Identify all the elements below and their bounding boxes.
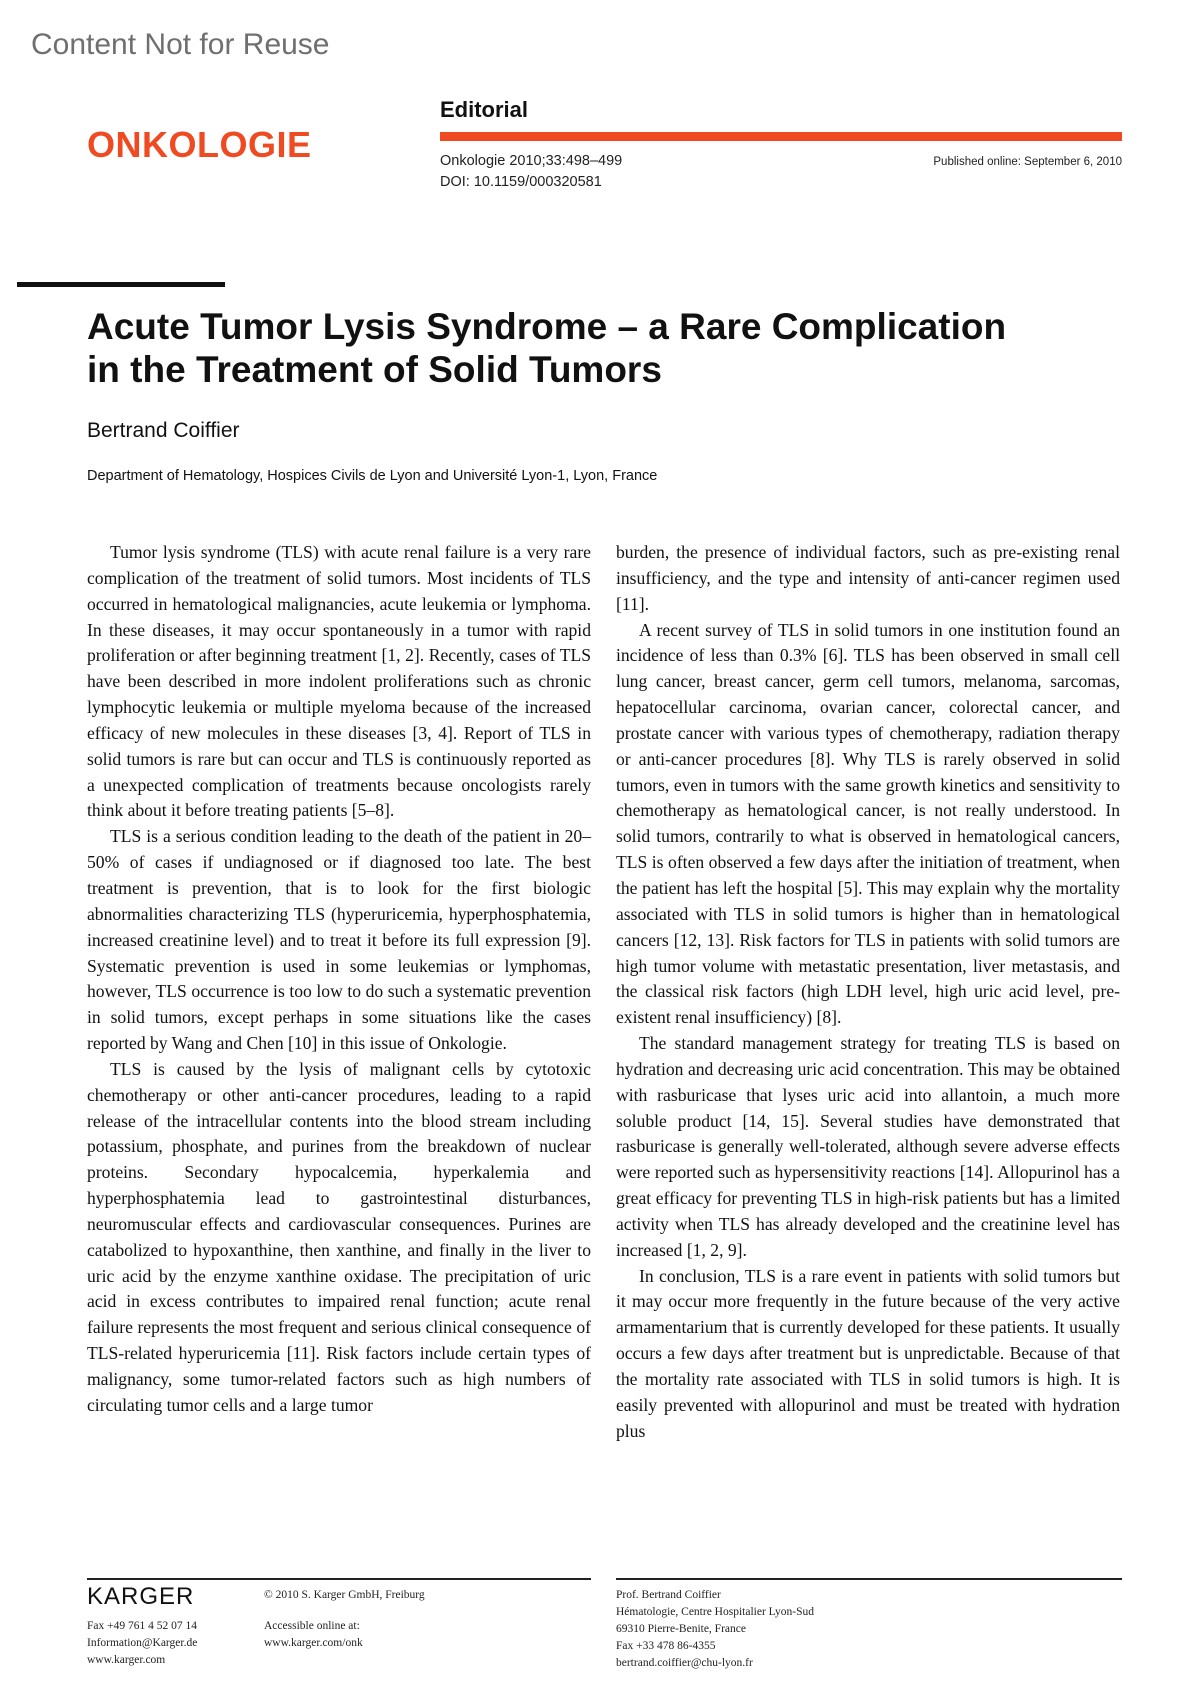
copyright-notice: © 2010 S. Karger GmbH, Freiburg [264,1589,425,1601]
correspondence-email: bertrand.coiffier@chu-lyon.fr [616,1657,753,1669]
author-affiliation: Department of Hematology, Hospices Civils de Lyon and Université Lyon-1, Lyon, France [87,468,658,484]
correspondence-name: Prof. Bertrand Coiffier [616,1589,721,1601]
section-label: Editorial [440,97,529,122]
journal-logo: ONKOLOGIE [87,124,312,165]
body-paragraph: burden, the presence of individual factors, such as pre-existing renal insufficiency, and the type and intensity of anti-cancer regimen used [11]. [616,542,1120,614]
body-paragraph: In conclusion, TLS is a rare event in patients with solid tumors but it may occur more frequently in the future because of the very active armamentarium that is currently developed for these patients. It usually occurs a few days after treatment but is unpredictable. Because of that the mortality rate associated with TLS in solid tumors is high. It is easily prevented with allopurinol and must be treated with hydration plus [616,1265,1120,1441]
publisher-fax: Fax +49 761 4 52 07 14 [87,1620,197,1632]
watermark-text: Content Not for Reuse [31,28,330,61]
body-paragraph: The standard management strategy for treating TLS is based on hydration and decreasing uric acid concentration. This may be obtained with rasburicase that lyses uric acid into allantoin, a much more soluble product [14, 15]. Several studies have demonstrated that rasburicase is generally well-tolerated, although severe adverse effects were reported such as hypersensitivity reactions [14]. Allopurinol has a great efficacy for preventing TLS in high-risk patients but has a limited activity when TLS has already developed and the creatinine level has increased [1, 2, 9]. [616,1033,1120,1260]
correspondence-city: 69310 Pierre-Benite, France [616,1623,746,1635]
title-accent-bar [17,282,225,287]
body-paragraph: TLS is a serious condition leading to the death of the patient in 20–50% of cases if undiagnosed or if diagnosed too late. The best treatment is prevention, that is to look for the first biologic abnormalities characterizing TLS (hyperuricemia, hyperphosphatemia, increased creatinine level) and to treat it before its full expression [9]. Systematic prevention is used in some leukemias or lymphomas, however, TLS occurrence is too low to do such a systematic prevention in solid tumors, except perhaps in some situations like the cases reported by Wang and Chen [10] in this issue of Onkologie. [87,826,591,1054]
correspondence-address [616,1587,814,1672]
publisher-website: www.karger.com [87,1654,166,1666]
footer-rule-left [87,1578,591,1580]
correspondence-fax: Fax +33 478 86-4355 [616,1640,716,1652]
published-online-date: Published online: September 6, 2010 [933,156,1122,168]
title-line-2: in the Treatment of Solid Tumors [87,349,662,390]
doi: DOI: 10.1159/000320581 [440,174,602,190]
online-access-url: www.karger.com/onk [264,1637,363,1649]
author-name: Bertrand Coiffier [87,419,240,442]
publisher-contact [87,1618,197,1669]
title-line-1: Acute Tumor Lysis Syndrome – a Rare Complication [87,306,1007,347]
article-title [87,305,1127,391]
body-paragraph: Tumor lysis syndrome (TLS) with acute renal failure is a very rare complication of the treatment of solid tumors. Most incidents of TLS occurred in hematological malignancies, acute leukemia or lymphoma. In these diseases, it may occur spontaneously in a tumor with rapid proliferation or after beginning treatment [1, 2]. Recently, cases of TLS have been described in more indolent proliferations such as chronic lymphocytic leukemia or multiple myeloma because of the increased efficacy of new molecules in these diseases [3, 4]. Report of TLS in solid tumors is rare but can occur and TLS is continuously reported as a unexpected complication of treatments because oncologists rarely think about it before treating patients [5–8]. [87,542,591,821]
body-column-left [87,540,591,1419]
body-paragraph: A recent survey of TLS in solid tumors in one institution found an incidence of less than 0.3% [6]. TLS has been observed in small cell lung cancer, breast cancer, germ cell tumors, melanoma, sarcomas, hepatocellular carcinoma, ovarian cancer, colorectal cancer, and prostate cancer with various types of chemotherapy, radiation therapy or anti-cancer procedures [8]. Why TLS is rarely observed in solid tumors, even in tumors with the same growth kinetics and sensitivity to chemotherapy as hematological cancer, is not really understood. In solid tumors, contrarily to what is observed in hematological cancers, TLS is often observed a few days after the initiation of treatment, when the patient has left the hospital [5]. This may explain why the mortality associated with TLS in solid tumors is higher than in hematological cancers [12, 13]. Risk factors for TLS in patients with solid tumors are high tumor volume with metastatic presentation, liver metastasis, and the classical risk factors (high LDH level, high uric acid level, pre-existent renal insufficiency) [8]. [616,619,1120,1028]
online-access-label: Accessible online at: [264,1620,360,1632]
header-accent-rule [440,132,1122,141]
online-access [264,1618,363,1652]
footer-rule-right [616,1578,1122,1580]
journal-citation: Onkologie 2010;33:498–499 [440,153,623,169]
publisher-email: Information@Karger.de [87,1637,198,1649]
citation-block [440,151,622,193]
correspondence-department: Hématologie, Centre Hospitalier Lyon-Sud [616,1606,815,1618]
body-column-right [616,540,1120,1445]
body-paragraph: TLS is caused by the lysis of malignant cells by cytotoxic chemotherapy or other anti-cancer procedures, leading to a rapid release of the intracellular contents into the blood stream including potassium, phosphate, and purines from the breakdown of nuclear proteins. Secondary hypocalcemia, hyperkalemia and hyperphosphatemia lead to gastrointestinal disturbances, neuromuscular effects and cardiovascular consequences. Purines are catabolized to hypoxanthine, then xanthine, and finally in the liver to uric acid by the enzyme xanthine oxidase. The precipitation of uric acid in excess contributes to impaired renal function; acute renal failure represents the most frequent and serious clinical consequence of TLS-related hyperuricemia [11]. Risk factors include certain types of malignancy, some tumor-related factors such as high numbers of circulating tumor cells and a large tumor [87,1058,591,1415]
publisher-logo: KARGER [87,1583,195,1610]
